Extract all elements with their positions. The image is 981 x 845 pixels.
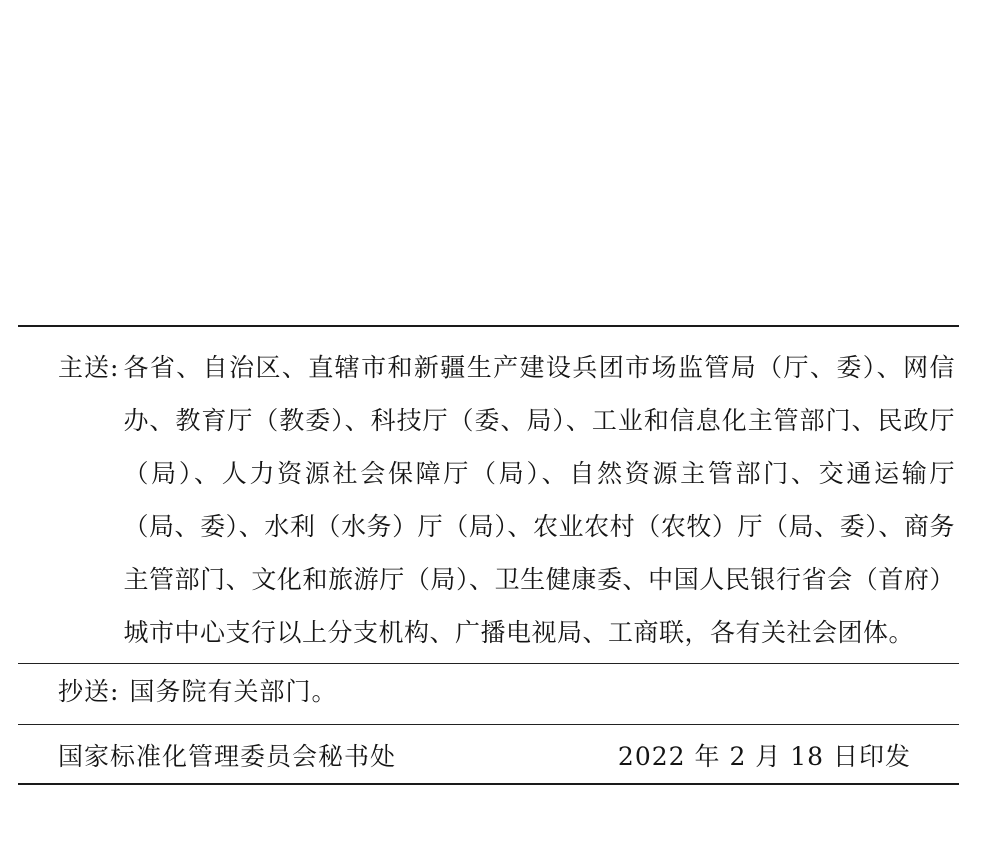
- distribution-label: 主送:: [58, 353, 120, 382]
- distribution-recipients: 各省、自治区、直辖市和新疆生产建设兵团市场监管局（厅、委）、网信办、教育厅（教委）、科技厅（委、局）、工业和信息化主管部门、民政厅（局）、人力资源社会保障厅（局）、自然资源主管部门、交通运输厅（局、委）、水利（水务）厅（局）、农业农村（农牧）厅（局、委）、商务主管部门、文化和旅游厅（局）、卫生健康委、中国人民银行省会（首府）城市中心支行以上分支机构、广播电视局、工商联，各有关社会团体。: [123, 353, 955, 647]
- copy-to-recipients: 国务院有关部门。: [129, 677, 338, 706]
- copy-to-label: 抄送:: [58, 677, 120, 706]
- copy-to-row: [18, 664, 959, 724]
- issuing-office-name: 国家标准化管理委员会秘书处: [58, 742, 397, 771]
- document-footer-block: [18, 325, 959, 785]
- issue-date: 2022 年 2 月 18 日印发: [617, 742, 911, 771]
- page-blank-area: [0, 0, 981, 325]
- issuer-row: [18, 725, 959, 783]
- divider-bottom: [18, 783, 959, 785]
- distribution-row: [18, 327, 959, 663]
